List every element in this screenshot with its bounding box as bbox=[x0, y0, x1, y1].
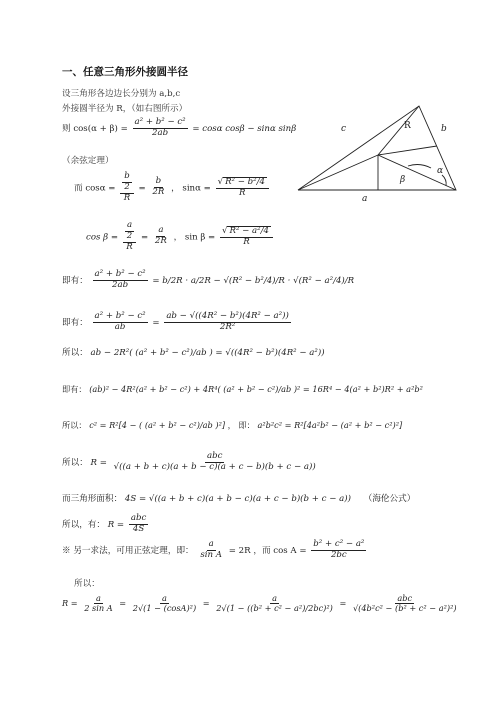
eq-cos-alpha: 而 cosα = $\frac{\frac{b}{2}}{R}$ = $\frac{b}{2R}$ ， sinα = $\frac{\text{√ R² − b²/4}}{R}$ bbox=[74, 172, 271, 204]
eq-final-frac-2 bbox=[131, 594, 198, 614]
eq-cos-alpha-frac1-num bbox=[120, 172, 134, 194]
eq-alt-cos-frac bbox=[311, 540, 366, 561]
eq-area-body: 4S = √((a + b + c)(a + b − c)(a + c − b)(b + c − a)) bbox=[124, 494, 351, 504]
eq-cos-beta-prefix: cos β = bbox=[86, 232, 119, 243]
label-c: c bbox=[341, 124, 347, 134]
eq-suoyi-3-frac bbox=[112, 452, 318, 473]
eq-sin-beta-prefix: ， sin β = bbox=[173, 232, 216, 243]
page-title: 一、任意三角形外接圆半径 bbox=[62, 66, 188, 78]
eq-area-note: （海伦公式） bbox=[363, 494, 416, 504]
eq-cos-sum-frac bbox=[133, 118, 188, 139]
eq-suoyi-3-prefix: 所以： bbox=[62, 457, 88, 468]
eq-suoyi-3-den: √((a + b + c)(a + b − c)(a + c − b)(b + c − a)) bbox=[113, 461, 316, 472]
eq-result-prefix: 所以，有： bbox=[62, 519, 105, 530]
eq-jiyou-2-rhs-den: 2R² bbox=[219, 321, 236, 332]
eq-sin-alpha-num: √ R² − b²/4 bbox=[216, 177, 269, 189]
eq-cos-beta-frac1-num bbox=[123, 221, 136, 243]
eq-final-frac-4 bbox=[351, 594, 459, 614]
eq-alt-cos-num: b² + c² − a² bbox=[313, 539, 365, 549]
eq-suoyi-3-num: abc bbox=[206, 451, 223, 461]
eq-suoyi-2 bbox=[62, 420, 402, 431]
eq-final-frac-3-den: 2√(1 − ((b² + c² − a²)/2bc)²) bbox=[216, 603, 333, 614]
eq-cos-alpha-frac2 bbox=[150, 177, 166, 198]
eq-suoyi-2-prefix: 所以： bbox=[62, 420, 87, 430]
eq-area-prefix: 而三角形面积： bbox=[62, 494, 123, 504]
eq-suoyi-2-mid: ， 即： bbox=[227, 420, 255, 430]
eq-final: R = $\frac{a}{\text{2 sin A}}$ = $\frac{a}{\text{2√(1 − (cosA)²)}}$ = $\frac{a}{\text{2√(1 − ((b² + c² − a²)/2bc)²)}}$ = $\frac{\text{abc}}{\text{√(4b²c² − (b² + c² − a²)²)}}$ bbox=[62, 593, 457, 614]
eq-sin-alpha-prefix: ， sinα = bbox=[171, 183, 211, 194]
eq-cos-beta-frac2 bbox=[153, 226, 169, 247]
eq-suoyi-1 bbox=[62, 346, 325, 358]
eq-final-lhs: R = bbox=[62, 597, 78, 608]
eq-cos-alpha-prefix: 而 cosα = bbox=[74, 183, 116, 194]
eq-final-frac-2-num: a bbox=[162, 593, 167, 603]
eq-jiyou-2-lhs bbox=[93, 312, 148, 333]
eq-jiyou-1-frac bbox=[93, 270, 148, 291]
eq-jiyou-3 bbox=[62, 384, 423, 395]
eq-cos-alpha-inner-den: 2 bbox=[124, 181, 130, 192]
eq-cos-alpha-inner-num: b bbox=[124, 171, 130, 181]
eq-sin-beta-frac bbox=[220, 226, 273, 248]
label-a: a bbox=[362, 194, 368, 204]
eq-alt-cos-den: 2bc bbox=[330, 549, 347, 560]
angle-beta-arc bbox=[408, 165, 431, 168]
eq-cos-beta-inner-num: a bbox=[126, 220, 133, 230]
eq-jiyou-1-rhs: = b/2R · a/2R − √(R² − b²/4)/R · √(R² − a²/4)/R bbox=[152, 275, 355, 286]
note-cosine-law: （余弦定理） bbox=[62, 156, 114, 166]
eq-jiyou-2-rhs-num: ab − √((4R² − b²)(4R² − a²)) bbox=[166, 311, 289, 321]
eq-result-num: abc bbox=[130, 513, 147, 523]
eq-suoyi-2-body1: c² = R²[4 − ( (a² + b² − c²)/ab )²] bbox=[89, 420, 226, 430]
eq-jiyou-3-prefix: 即有： bbox=[62, 384, 87, 394]
eq-sin-beta-den: R bbox=[243, 236, 250, 247]
eq-cos-sum bbox=[62, 118, 296, 139]
eq-suoyi-2-body2: a²b²c² = R²[4a²b² − (a² + b² − c²)²] bbox=[257, 420, 403, 430]
eq-alt-frac-den: sin A bbox=[200, 549, 223, 560]
eq-cos-alpha-frac2-den: 2R bbox=[152, 187, 165, 198]
radius-to-left-vertex bbox=[298, 155, 378, 190]
eq-final-frac-1-den: 2 sin A bbox=[84, 603, 113, 614]
eq-sin-alpha-den: R bbox=[239, 187, 246, 198]
eq-cos-sum-num: a² + b² − c² bbox=[134, 117, 186, 127]
eq-jiyou-1 bbox=[62, 270, 354, 291]
eq-suoyi-3-lhs: R = bbox=[90, 457, 107, 468]
eq-area bbox=[62, 492, 415, 504]
eq-final-frac-3 bbox=[214, 594, 335, 614]
eq-cos-beta-inner-den: 2 bbox=[126, 230, 133, 241]
eq-cos-sum-den: 2ab bbox=[152, 127, 169, 138]
eq-final-frac-2-den: 2√(1 − (cosA)²) bbox=[132, 603, 197, 614]
eq-alt-frac bbox=[198, 540, 224, 561]
intro-line-2: 外接圆半径为 R，（如右图所示） bbox=[62, 104, 188, 114]
triangle-outline bbox=[298, 106, 456, 190]
eq-cos-beta-frac1-den: R bbox=[126, 241, 133, 252]
label-R: R bbox=[404, 121, 411, 131]
eq-cos-beta-frac2-den: 2R bbox=[154, 236, 167, 247]
eq-jiyou-2-rhs bbox=[164, 312, 291, 333]
eq-final-frac-4-den: √(4b²c² − (b² + c² − a²)²) bbox=[352, 603, 457, 614]
eq-alt-frac-num: a bbox=[208, 539, 214, 549]
eq-cos-alpha-frac2-num: b bbox=[155, 176, 162, 187]
eq-alt bbox=[62, 540, 368, 561]
eq-jiyou-2-lhs-den: ab bbox=[114, 321, 126, 332]
eq-final-frac-3-num: a bbox=[272, 593, 277, 603]
radius-to-right-vertex bbox=[378, 155, 456, 190]
eq-jiyou-2: 即有： $\frac{\text{a² + b² − c²}}{ab}$ = $\frac{\text{ab − √((4R² − b²)(4R² − a²))}}{\text{2R²}}$ bbox=[62, 311, 289, 332]
eq-alt-mid: = 2R ，而 cos A = bbox=[228, 545, 307, 556]
eq-jiyou-1-num: a² + b² − c² bbox=[94, 269, 146, 279]
eq-sin-beta-rad: R² − a²/4 bbox=[229, 225, 269, 236]
eq-jiyou-1-prefix: 即有： bbox=[62, 275, 88, 286]
label-alpha: α bbox=[437, 166, 444, 176]
eq-cos-beta-frac2-num: a bbox=[158, 225, 164, 236]
eq-suoyi-1-body: ab − 2R²( (a² + b² − c²)/ab ) = √((4R² − b²)(4R² − a²)) bbox=[90, 348, 325, 358]
eq-sin-beta-num: √ R² − a²/4 bbox=[220, 226, 273, 238]
eq-jiyou-2-prefix: 即有： bbox=[62, 317, 88, 328]
eq-result-den: 4S bbox=[132, 523, 145, 534]
label-b: b bbox=[441, 124, 447, 134]
eq-suoyi-3 bbox=[62, 452, 320, 473]
eq-sin-alpha-frac bbox=[216, 177, 269, 199]
eq-result-frac bbox=[129, 514, 148, 535]
eq-cos-alpha-frac1 bbox=[120, 172, 134, 204]
intro-line-1: 设三角形各边边长分别为 a,b,c bbox=[62, 89, 181, 99]
perpendicular-to-side-b bbox=[378, 146, 437, 155]
eq-final-frac-1 bbox=[82, 594, 114, 614]
eq-cos-sum-rhs: = cosα cosβ − sinα sinβ bbox=[192, 123, 297, 134]
label-beta: β bbox=[400, 175, 406, 185]
eq-sin-alpha-rad: R² − b²/4 bbox=[225, 176, 265, 187]
eq-suoyi-1-prefix: 所以： bbox=[62, 348, 88, 358]
eq-cos-sum-prefix: 则 cos(α + β) = bbox=[62, 123, 128, 134]
eq-alt-suoyi: 所以： bbox=[74, 579, 100, 589]
triangle-circumradius-diagram bbox=[296, 98, 466, 218]
eq-result-lhs: R = bbox=[107, 519, 125, 530]
eq-cos-beta-frac1 bbox=[123, 221, 136, 253]
eq-final-frac-4-num: abc bbox=[397, 593, 413, 603]
eq-result bbox=[62, 514, 150, 535]
eq-cos-beta: cos β = $\frac{\frac{a}{2}}{R}$ = $\frac{a}{2R}$ ， sin β = $\frac{\text{√ R² − a²/4}}{R}$ bbox=[86, 221, 275, 253]
eq-cos-alpha-frac1-den: R bbox=[123, 192, 131, 203]
eq-final-frac-1-num: a bbox=[96, 593, 101, 603]
eq-jiyou-1-den: 2ab bbox=[112, 279, 129, 290]
eq-alt-prefix: ※ 另一求法，可用正弦定理，即： bbox=[62, 545, 194, 556]
eq-jiyou-2-lhs-num: a² + b² − c² bbox=[94, 311, 146, 321]
eq-jiyou-3-body: (ab)² − 4R²(a² + b² − c²) + 4R⁴( (a² + b² − c²)/ab )² = 16R⁴ − 4(a² + b²)R² + a²b² bbox=[89, 384, 423, 394]
